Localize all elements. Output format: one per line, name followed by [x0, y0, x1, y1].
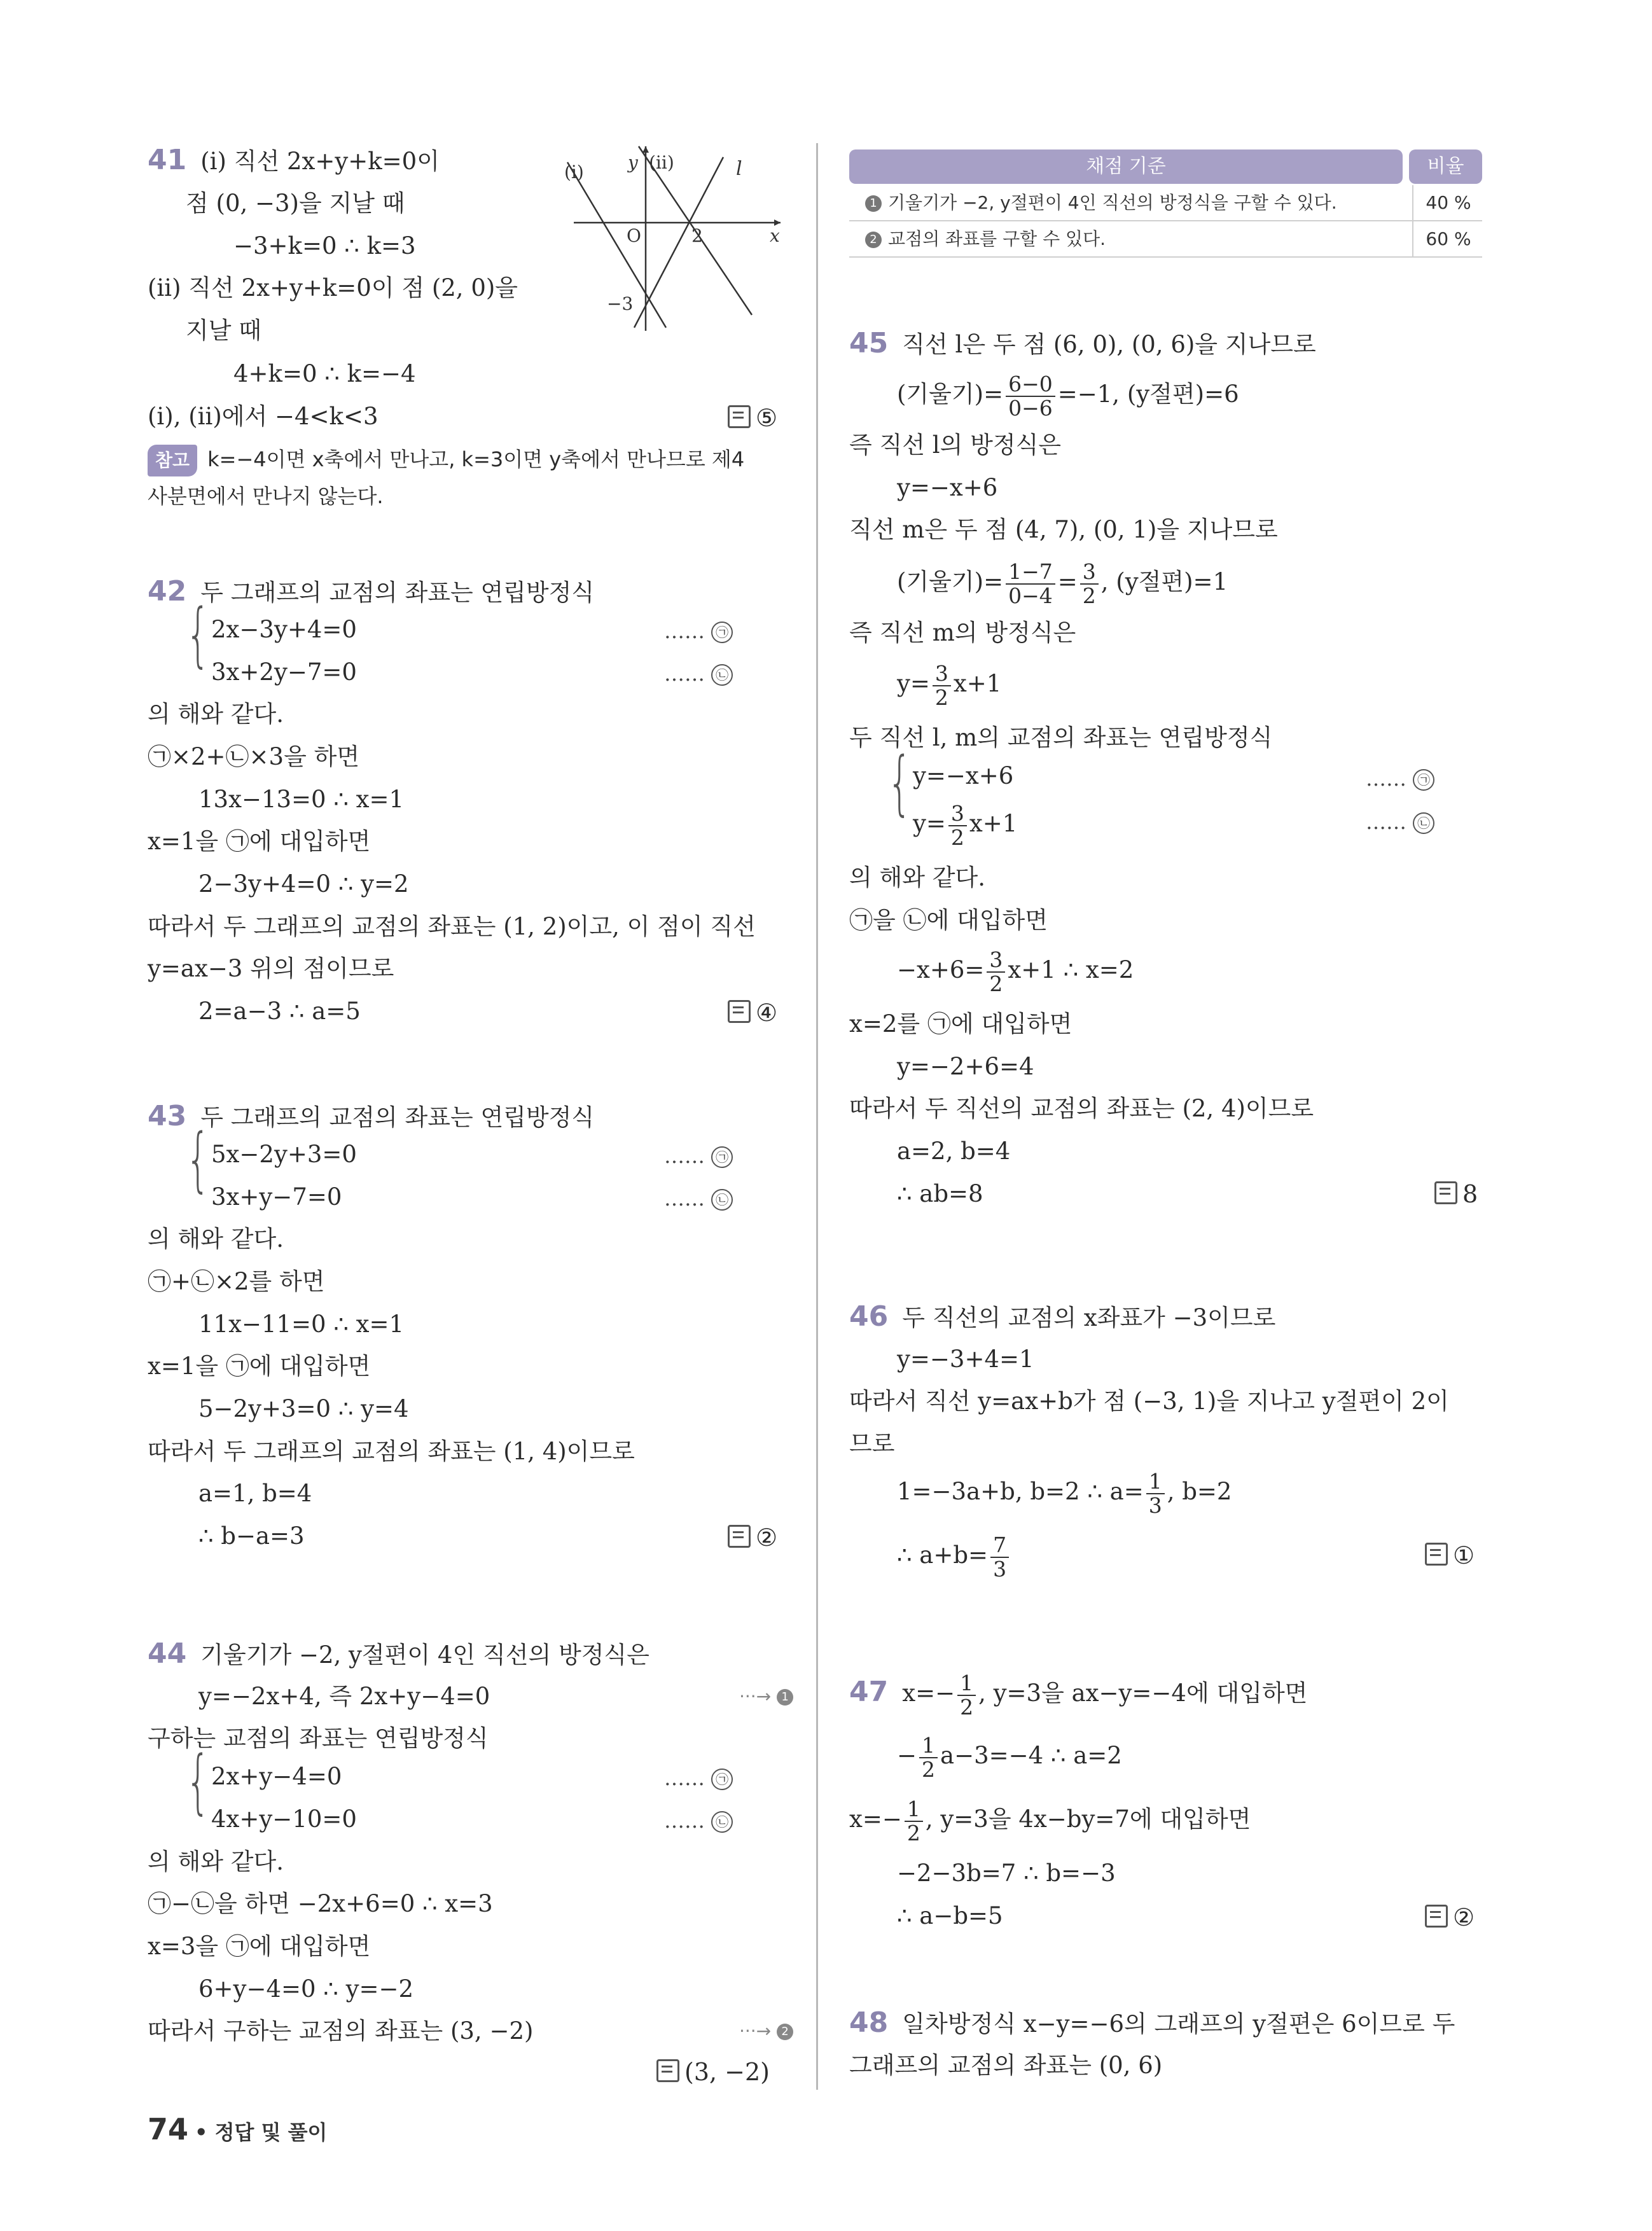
answer-icon: [728, 1000, 751, 1023]
formula-line: 47 x=− $\frac{1}{2}$ , y=3을 ax−y=−4에 대입하면: [849, 1670, 1308, 1720]
answer: ②: [1425, 1903, 1475, 1931]
answer-icon: [1425, 1905, 1448, 1928]
text-line: 2=a−3 ∴ a=5: [198, 997, 361, 1025]
system-brace: {: [887, 742, 912, 823]
formula-line: (기울기)= $\frac{6-0}{0-6}$ =−1, (y절편)=6: [897, 371, 1239, 420]
equation-marker: …… ㉡: [664, 1809, 733, 1833]
line-ii: [634, 157, 723, 328]
text-line: ∴ ab=8: [897, 1180, 983, 1207]
problem-number: 41: [148, 144, 187, 176]
answer-icon: [1425, 1543, 1448, 1566]
answer: ①: [1425, 1541, 1475, 1569]
answer-icon: [656, 2059, 679, 2082]
text-line: 2−3y+4=0 ∴ y=2: [198, 870, 409, 898]
text-line: 지날 때: [186, 317, 261, 344]
problem-number: 47: [849, 1676, 889, 1708]
answer: 8: [1434, 1180, 1478, 1208]
page-label: • 정답 및 풀이: [195, 2120, 328, 2144]
text-line: 의 해와 같다.: [148, 1848, 284, 1875]
text-line: 6+y−4=0 ∴ y=−2: [198, 1975, 414, 2003]
formula-line: − $\frac{1}{2}$ a−3=−4 ∴ a=2: [897, 1732, 1122, 1782]
y-axis-arrow: [642, 146, 649, 153]
system-brace: {: [186, 594, 211, 675]
text-line: 따라서 두 그래프의 교점의 좌표는 (1, 4)이므로: [148, 1438, 635, 1465]
text-line: 13x−13=0 ∴ x=1: [198, 786, 405, 813]
text-line: a=1, b=4: [198, 1480, 312, 1507]
step-marker-2: ···→ 2: [739, 2020, 800, 2041]
answer-icon: [1434, 1181, 1457, 1204]
formula-line: 1=−3a+b, b=2 ∴ a= $\frac{1}{3}$ , b=2: [897, 1468, 1232, 1518]
text-line: 즉 직선 l의 방정식은: [849, 431, 1062, 459]
equation: 5x−2y+3=0: [211, 1141, 357, 1168]
equation: y=−x+6: [913, 762, 1014, 789]
formula-line: (기울기)= $\frac{1-7}{0-4}$ = $\frac{3}{2}$ , (y절편)=1: [897, 559, 1228, 608]
formula-line: −x+6= $\frac{3}{2}$ x+1 ∴ x=2: [897, 947, 1134, 996]
text-line: y=−x+6: [897, 474, 998, 501]
row-criteria: 기울기가 −2, y절편이 4인 직선의 방정식을 구할 수 있다.: [888, 192, 1337, 213]
text-line: 따라서 구하는 교점의 좌표는 (3, −2): [148, 2017, 534, 2045]
text-line: a=2, b=4: [897, 1137, 1011, 1165]
line-graph: [564, 143, 784, 334]
problem-number: 43: [148, 1100, 187, 1132]
equation-marker: …… ㉠: [664, 1766, 733, 1790]
equation-marker: …… ㉠: [664, 619, 733, 643]
text-line: y=−2x+4, 즉 2x+y−4=0: [198, 1683, 490, 1710]
text-line: x=3을 ㉠에 대입하면: [148, 1933, 371, 1960]
text-line: −3+k=0 ∴ k=3: [233, 232, 416, 260]
equation-marker: …… ㉡: [664, 1186, 733, 1211]
problem-number: 42: [148, 575, 187, 608]
text-line: 두 그래프의 교점의 좌표는 연립방정식: [200, 1104, 595, 1131]
text-line: 의 해와 같다.: [148, 700, 284, 728]
problem-number: 45: [849, 327, 889, 359]
text-line: 직선 m은 두 점 (4, 7), (0, 1)을 지나므로: [849, 516, 1278, 543]
problem-number: 44: [148, 1637, 187, 1670]
answer: ④: [728, 999, 777, 1027]
text-line: 11x−11=0 ∴ x=1: [198, 1310, 405, 1338]
equation: 3x+y−7=0: [211, 1183, 342, 1211]
table-row: [849, 185, 1482, 221]
problem-number: 46: [849, 1300, 889, 1333]
text-line: (ⅱ) 직선 2x+y+k=0이 점 (2, 0)을: [148, 274, 518, 302]
text-line: 두 그래프의 교점의 좌표는 연립방정식: [200, 579, 595, 606]
text-line: y=ax−3 위의 점이므로: [148, 955, 394, 982]
problem-number: 48: [849, 2006, 889, 2039]
text-line: 므로: [849, 1430, 895, 1457]
row-ratio: 40 %: [1412, 185, 1483, 220]
row-number: 1: [865, 195, 882, 212]
equation: 2x+y−4=0: [211, 1763, 342, 1790]
table-row: [849, 221, 1482, 258]
label-origin: O: [627, 225, 641, 246]
text-line: (ⅰ), (ⅱ)에서 −4<k<3: [148, 403, 378, 430]
note-text: k=−4이면 x축에서 만나고, k=3이면 y축에서 만나므로 제4: [207, 447, 745, 471]
label-x: x: [770, 225, 780, 246]
equation: 4x+y−10=0: [211, 1805, 357, 1833]
note-badge: 참고: [148, 445, 197, 476]
text-line: ㉠−㉡을 하면 −2x+6=0 ∴ x=3: [148, 1890, 493, 1917]
formula-line: ∴ a+b= $\frac{7}{3}$: [897, 1527, 1011, 1584]
equation: y= $\frac{3}{2}$ x+1: [913, 800, 1018, 850]
row-ratio: 60 %: [1412, 221, 1483, 256]
table-header-ratio: 비율: [1409, 149, 1482, 184]
text-line: 따라서 두 그래프의 교점의 좌표는 (1, 2)이고, 이 점이 직선: [148, 913, 756, 940]
answer: ②: [728, 1524, 777, 1552]
text-line: 구하는 교점의 좌표는 연립방정식: [148, 1725, 489, 1752]
column-divider: [816, 143, 818, 2090]
formula-line: y= $\frac{3}{2}$ x+1: [897, 660, 1002, 710]
text-line: 점 (0, −3)을 지날 때: [186, 190, 405, 217]
equation: 3x+2y−7=0: [211, 658, 357, 686]
text-line: y=−3+4=1: [897, 1345, 1034, 1373]
text-line: 의 해와 같다.: [148, 1225, 284, 1253]
label-i: (ⅰ): [564, 162, 584, 183]
system-brace: {: [186, 1118, 211, 1200]
table-header-criteria: 채점 기준: [849, 149, 1403, 184]
label-l: l: [736, 158, 742, 180]
text-line: 따라서 직선 y=ax+b가 점 (−3, 1)을 지나고 y절편이 2이: [849, 1387, 1449, 1415]
text-line: ㉠×2+㉡×3을 하면: [148, 743, 360, 770]
equation-marker: …… ㉠: [1366, 767, 1434, 791]
text-line: 두 직선의 교점의 x좌표가 −3이므로: [902, 1304, 1276, 1331]
text-line: x=1을 ㉠에 대입하면: [148, 1352, 371, 1380]
formula-line: x=− $\frac{1}{2}$ , y=3을 4x−by=7에 대입하면: [849, 1796, 1251, 1845]
answer-icon: [728, 1525, 751, 1548]
label-two: 2: [691, 225, 703, 246]
equation-marker: …… ㉡: [664, 662, 733, 686]
row-number: 2: [865, 232, 882, 248]
page-number: 74: [148, 2112, 189, 2146]
note-text: 사분면에서 만나지 않는다.: [148, 484, 384, 508]
label-y: y: [628, 152, 638, 173]
text-line: 4+k=0 ∴ k=−4: [233, 360, 416, 387]
answer: ⑤: [728, 404, 777, 432]
text-line: −2−3b=7 ∴ b=−3: [897, 1859, 1116, 1887]
text-line: x=1을 ㉠에 대입하면: [148, 828, 371, 855]
answer-icon: [728, 405, 751, 428]
equation-marker: …… ㉠: [664, 1144, 733, 1168]
text-line: ∴ b−a=3: [198, 1522, 305, 1550]
text-line: ㉠+㉡×2를 하면: [148, 1268, 325, 1295]
text-line: 일차방정식 x−y=−6의 그래프의 y절편은 6이므로 두: [902, 2010, 1455, 2038]
text-line: 따라서 두 직선의 교점의 좌표는 (2, 4)이므로: [849, 1095, 1314, 1122]
text-line: 즉 직선 m의 방정식은: [849, 619, 1076, 646]
text-line: 5−2y+3=0 ∴ y=4: [198, 1395, 409, 1422]
equation-marker: …… ㉡: [1366, 810, 1434, 834]
system-brace: {: [186, 1741, 211, 1822]
page-footer: [148, 2112, 327, 2146]
row-criteria: 교점의 좌표를 구할 수 있다.: [888, 228, 1106, 249]
text-line: y=−2+6=4: [897, 1053, 1034, 1080]
answer: (3, −2): [656, 2058, 770, 2086]
text-line: 직선 l은 두 점 (6, 0), (0, 6)을 지나므로: [902, 331, 1316, 358]
text-line: ㉠을 ㉡에 대입하면: [849, 907, 1048, 934]
label-ii: (ⅱ): [649, 152, 674, 173]
text-line: 의 해와 같다.: [849, 864, 985, 891]
text-line: x=2를 ㉠에 대입하면: [849, 1010, 1072, 1038]
text-line: 그래프의 교점의 좌표는 (0, 6): [849, 2052, 1163, 2079]
text-line: 기울기가 −2, y절편이 4인 직선의 방정식은: [200, 1641, 649, 1669]
text-line: 두 직선 l, m의 교점의 좌표는 연립방정식: [849, 724, 1273, 751]
label-minus-three: −3: [607, 293, 634, 314]
text-line: (ⅰ) 직선 2x+y+k=0이: [200, 148, 440, 175]
text-line: ∴ a−b=5: [897, 1902, 1003, 1929]
equation: 2x−3y+4=0: [211, 616, 357, 643]
step-marker-1: ···→ 1: [739, 1686, 800, 1707]
